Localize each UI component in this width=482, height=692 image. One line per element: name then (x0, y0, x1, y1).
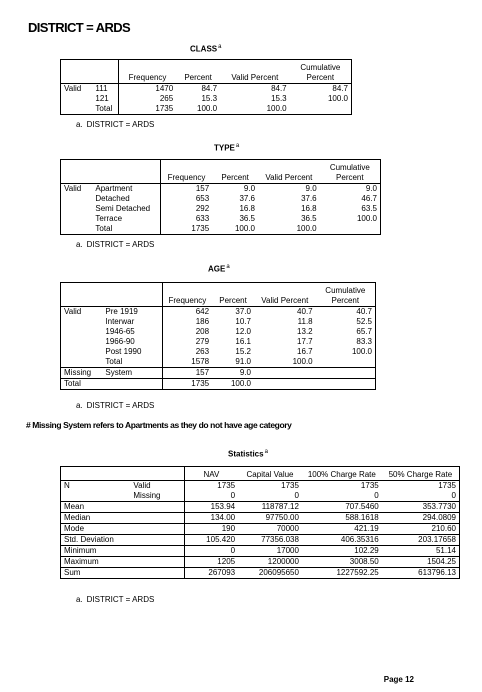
table-cell: 40.7 (316, 307, 376, 318)
header-corner (61, 467, 185, 481)
table-cell: 0 (184, 546, 238, 557)
column-header: Valid Percent (220, 60, 290, 84)
header-row (61, 283, 376, 307)
column-header: Frequency (162, 283, 212, 307)
table-cell: 9.0 (258, 184, 320, 195)
table-cell: 0 (184, 491, 238, 502)
table-cell: 642 (162, 307, 212, 318)
table-row (61, 307, 376, 318)
table-cell: 134.00 (184, 513, 238, 524)
table-cell: 3008.50 (302, 557, 382, 568)
table-cell: 190 (184, 524, 238, 535)
row-label (102, 379, 162, 390)
row-group-label: Valid (61, 184, 93, 195)
row-group-label: Sum (61, 568, 131, 579)
page-number: Page 12 (383, 675, 414, 684)
row-group-label (61, 214, 93, 224)
table-cell: 613796.13 (382, 568, 460, 579)
row-label: Apartment (92, 184, 160, 195)
table-cell: 633 (160, 214, 212, 224)
table-row (61, 327, 376, 337)
table-cell: 65.7 (316, 327, 376, 337)
table-cell: 153.94 (184, 502, 238, 513)
row-group-label: Mean (61, 502, 131, 513)
table-row (61, 368, 376, 379)
table-cell: 16.7 (297, 347, 313, 356)
table-cell: 1735 (118, 104, 176, 115)
table-cell: 52.5 (316, 317, 376, 327)
row-label (130, 502, 184, 513)
row-group-label: Total (61, 379, 103, 390)
type-table-title: TYPE$^a$ (214, 143, 240, 153)
row-label (130, 568, 184, 579)
table-cell: 118787.12 (238, 502, 302, 513)
table-cell: 0 (374, 491, 379, 500)
table-cell: 97750.00 (238, 513, 302, 524)
table-row (61, 204, 381, 214)
table-cell (320, 224, 381, 235)
table-cell: 1735 (382, 481, 460, 492)
table-cell: 100.0 (212, 224, 258, 235)
age-table (60, 282, 376, 390)
table-cell: 10.7 (235, 317, 251, 326)
table-cell: 11.8 (297, 317, 313, 326)
row-label: Total (92, 104, 118, 115)
table-cell: 84.7 (290, 84, 352, 95)
table-row (61, 491, 460, 502)
table-cell: 1735 (238, 481, 302, 492)
table-cell: 37.0 (212, 307, 254, 318)
table-cell: 12.0 (235, 327, 251, 336)
row-group-label: N (61, 481, 131, 492)
header-corner (61, 60, 119, 84)
row-label: Terrace (95, 214, 123, 223)
table-cell: 1470 (118, 84, 176, 95)
header-corner (61, 283, 163, 307)
table-cell: 210.60 (382, 524, 460, 535)
column-header: Capital Value (238, 467, 302, 481)
row-group-label (61, 491, 131, 502)
table-cell: 203.17658 (382, 535, 460, 546)
row-group-label: Valid (61, 307, 103, 318)
row-label (130, 513, 184, 524)
table-cell: 100.0 (212, 379, 254, 390)
table-cell: 292 (160, 204, 212, 214)
table-row (61, 84, 352, 95)
table-cell: 100.0 (176, 104, 220, 115)
statistics-footnote: a. DISTRICT = ARDS (76, 595, 155, 604)
table-cell: 267093 (184, 568, 238, 579)
row-group-label (61, 337, 103, 347)
table-cell: 16.8 (301, 204, 317, 213)
column-header: Cumulative Percent (320, 160, 381, 184)
table-row (61, 224, 381, 235)
table-cell: 421.19 (302, 524, 382, 535)
table-cell: 100.0 (258, 224, 320, 235)
row-group-label (61, 347, 103, 357)
table-cell: 1227592.25 (302, 568, 382, 579)
row-label: 1966-90 (105, 337, 135, 346)
table-cell: 653 (160, 194, 212, 204)
table-cell: 36.5 (301, 214, 317, 223)
table-cell: 707.5460 (302, 502, 382, 513)
table-cell: 84.7 (220, 84, 290, 95)
table-cell: 294.0809 (382, 513, 460, 524)
page-title: DISTRICT = ARDS (28, 20, 131, 35)
row-group-label (61, 317, 103, 327)
column-header: Frequency (118, 60, 176, 84)
table-cell: 102.29 (302, 546, 382, 557)
row-group-label: Maximum (61, 557, 131, 568)
row-group-label: Missing (61, 368, 103, 379)
table-row (61, 524, 460, 535)
column-header: NAV (184, 467, 238, 481)
class-footnote: a. DISTRICT = ARDS (76, 120, 155, 129)
row-group-label (61, 104, 93, 115)
row-label: Semi Detached (95, 204, 151, 213)
class-table-title: CLASS$^a$ (190, 44, 222, 54)
type-footnote: a. DISTRICT = ARDS (76, 240, 155, 249)
table-cell: 37.6 (239, 194, 256, 203)
table-cell: 1735 (302, 481, 382, 492)
table-cell: 63.5 (320, 204, 381, 214)
row-label: Valid (130, 481, 184, 492)
table-row (61, 317, 376, 327)
table-row (61, 546, 460, 557)
table-cell: 84.7 (176, 84, 220, 95)
row-label: Post 1990 (105, 347, 142, 356)
table-row (61, 557, 460, 568)
table-cell: 1735 (160, 224, 212, 235)
table-cell: 263 (162, 347, 212, 357)
table-cell (316, 357, 376, 368)
table-cell: 51.14 (382, 546, 460, 557)
table-row (61, 502, 460, 513)
age-table-title: AGE$^a$ (208, 264, 230, 274)
column-header: Cumulative Percent (290, 60, 352, 84)
table-cell: 83.3 (316, 337, 376, 347)
table-cell: 186 (162, 317, 212, 327)
column-header: 100% Charge Rate (302, 467, 382, 481)
row-group-label (61, 194, 93, 204)
table-cell: 1735 (162, 379, 212, 390)
table-cell: 13.2 (297, 327, 313, 336)
missing-system-note: # Missing System refers to Apartments as they do not have age category (26, 420, 292, 430)
row-label (130, 524, 184, 535)
table-cell (316, 368, 376, 379)
table-cell: 100.0 (320, 214, 381, 224)
table-cell (290, 104, 352, 115)
table-cell: 100.0 (292, 357, 313, 366)
row-group-label (61, 357, 103, 368)
row-group-label: Std. Deviation (61, 535, 131, 546)
table-cell: 16.1 (235, 337, 251, 346)
table-row (61, 94, 352, 104)
row-label: 1946-65 (105, 327, 135, 336)
table-cell: 100.0 (290, 94, 352, 104)
type-table (60, 159, 381, 235)
table-cell: 70000 (238, 524, 302, 535)
table-row (61, 214, 381, 224)
table-cell: 105.420 (184, 535, 238, 546)
table-row (61, 184, 381, 195)
table-cell: 9.0 (320, 184, 381, 195)
table-cell: 279 (162, 337, 212, 347)
table-cell: 406.35316 (302, 535, 382, 546)
table-row (61, 347, 376, 357)
table-cell: 0 (294, 491, 299, 500)
table-row (61, 104, 352, 115)
row-group-label: Valid (61, 84, 93, 95)
table-cell: 157 (162, 368, 212, 379)
header-row (61, 160, 381, 184)
column-header: Percent (176, 60, 220, 84)
table-cell: 100.0 (220, 104, 290, 115)
row-label: 111 (92, 84, 118, 95)
row-label: System (102, 368, 162, 379)
row-group-label: Median (61, 513, 131, 524)
statistics-table (60, 466, 460, 579)
row-label (130, 546, 184, 557)
table-cell: 15.3 (201, 94, 218, 103)
table-cell: 77356.038 (238, 535, 302, 546)
row-group-label (61, 204, 93, 214)
table-cell (316, 379, 376, 390)
table-cell: 157 (160, 184, 212, 195)
statistics-table-title: Statistics$^a$ (228, 449, 268, 459)
class-table (60, 59, 352, 115)
column-header: Cumulative Percent (316, 283, 376, 307)
row-label: Interwar (105, 317, 135, 326)
table-cell: 46.7 (320, 194, 381, 204)
table-cell: 100.0 (316, 347, 376, 357)
table-cell: 1504.25 (382, 557, 460, 568)
column-header: Percent (212, 283, 254, 307)
row-label: Detached (95, 194, 130, 203)
column-header: 50% Charge Rate (382, 467, 460, 481)
table-cell: 1735 (184, 481, 238, 492)
table-cell: 353.7730 (382, 502, 460, 513)
row-label (130, 557, 184, 568)
table-row (61, 513, 460, 524)
table-cell: 206095650 (238, 568, 302, 579)
table-row (61, 337, 376, 347)
table-cell: 9.0 (212, 368, 254, 379)
row-group-label: Mode (61, 524, 131, 535)
column-header: Percent (212, 160, 258, 184)
table-cell: 15.3 (271, 94, 287, 103)
table-cell: 37.6 (301, 194, 317, 203)
table-row (61, 194, 381, 204)
row-label: Total (105, 357, 123, 366)
row-label (130, 535, 184, 546)
row-group-label (61, 327, 103, 337)
table-cell: 15.2 (235, 347, 251, 356)
table-cell: 208 (162, 327, 212, 337)
row-label: Pre 1919 (102, 307, 162, 318)
row-label: 121 (95, 94, 109, 103)
header-row (61, 467, 460, 481)
header-corner (61, 160, 161, 184)
table-row (61, 568, 460, 579)
age-footnote: a. DISTRICT = ARDS (76, 401, 155, 410)
table-row (61, 357, 376, 368)
table-cell: 91.0 (235, 357, 251, 366)
table-cell: 1578 (162, 357, 212, 368)
table-cell: 9.0 (212, 184, 258, 195)
table-row (61, 481, 460, 492)
table-cell (254, 368, 316, 379)
table-cell: 40.7 (254, 307, 316, 318)
table-cell: 0 (382, 491, 460, 502)
table-cell: 1205 (184, 557, 238, 568)
table-cell: 17.7 (297, 337, 313, 346)
row-label: Missing (133, 491, 161, 500)
column-header: Valid Percent (258, 160, 320, 184)
table-cell: 588.1618 (302, 513, 382, 524)
table-row (61, 379, 376, 390)
row-group-label (61, 94, 93, 104)
row-group-label (61, 224, 93, 235)
table-cell: 16.8 (239, 204, 256, 213)
row-group-label: Minimum (61, 546, 131, 557)
column-header: Frequency (160, 160, 212, 184)
table-cell: 1200000 (238, 557, 302, 568)
table-cell: 265 (118, 94, 176, 104)
table-cell: 36.5 (239, 214, 256, 223)
header-row (61, 60, 352, 84)
row-label: Total (92, 224, 160, 235)
table-cell: 17000 (238, 546, 302, 557)
table-cell (254, 379, 316, 390)
column-header: Valid Percent (254, 283, 316, 307)
table-row (61, 535, 460, 546)
